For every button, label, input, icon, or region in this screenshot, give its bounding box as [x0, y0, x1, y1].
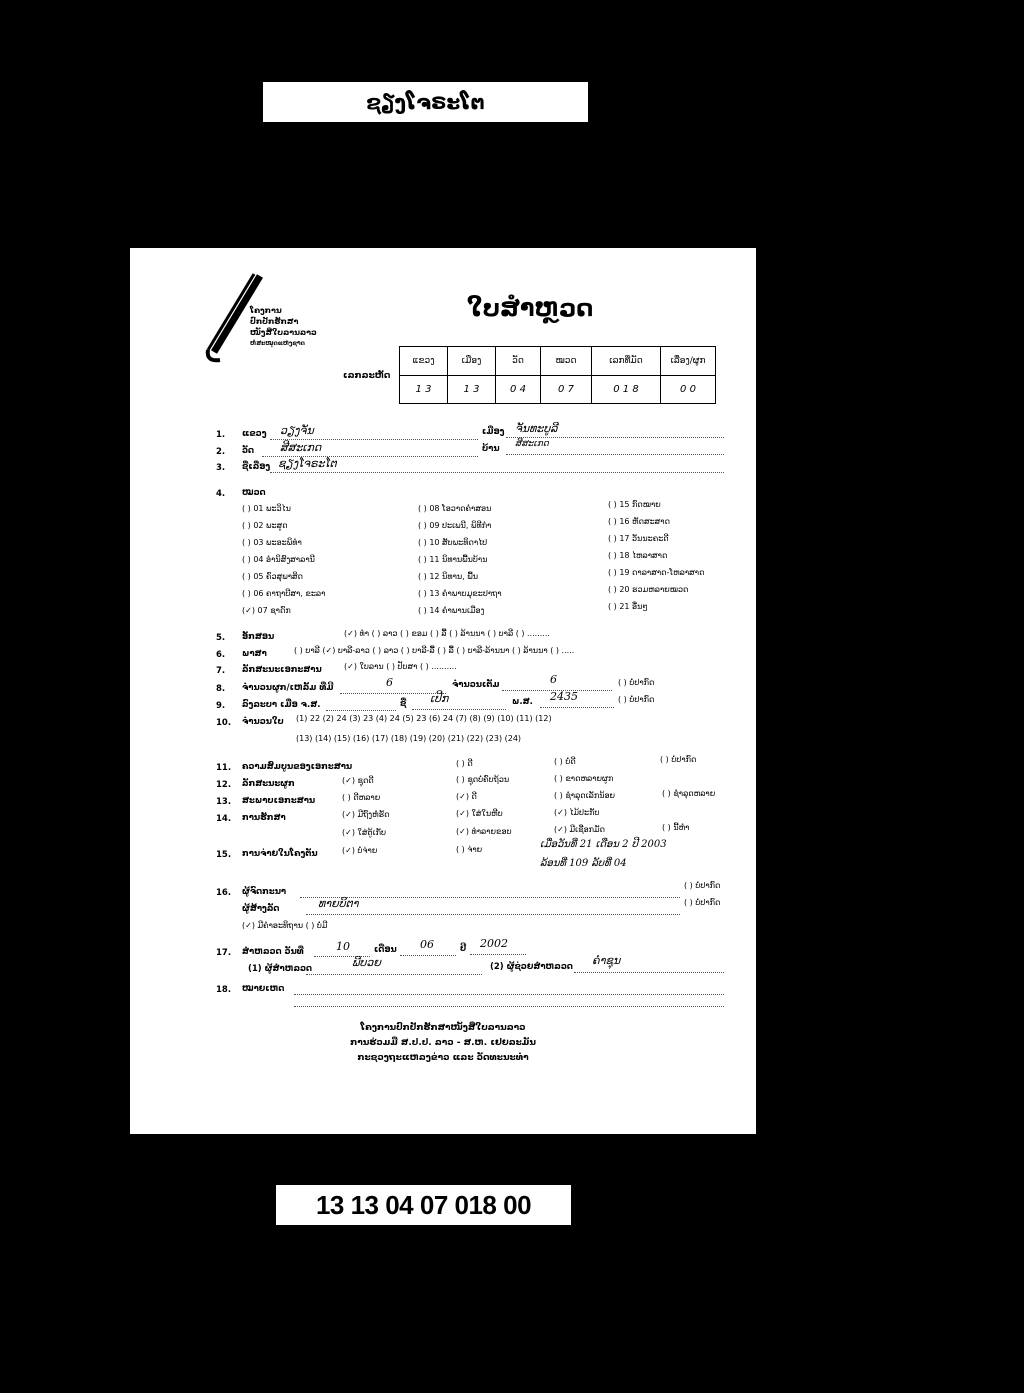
- category-option[interactable]: ( ) 04 ອຳນິສົງສາລານີ: [242, 555, 315, 564]
- script-label: ອັກສອນ: [242, 632, 275, 642]
- ref-header: ເລື່ອງ/ຜູກ: [661, 347, 716, 376]
- category-option[interactable]: (✓) 07 ຊາດົກ: [242, 606, 291, 615]
- category-option[interactable]: ( ) 20 ຮວມຫລາຍໝວດ: [608, 585, 689, 594]
- field-number: 18.: [216, 985, 232, 995]
- unknown-option[interactable]: ( ) ບໍ່ປາກົດ: [684, 881, 721, 890]
- assistant-value: ຄຳຊຸນ: [592, 954, 621, 967]
- district-label: ເມືອງ: [482, 427, 505, 437]
- leaf-count-label: ຈຳນວນໃບ: [242, 717, 284, 727]
- ref-header: ໝວດ: [541, 347, 592, 376]
- title-value: ຊຽງໂຈຣະໂຕ: [278, 457, 337, 470]
- field-number: 15.: [216, 850, 232, 860]
- category-option[interactable]: ( ) 12 ນິທານ, ພື້ນ: [418, 572, 478, 581]
- title-label: ຊື່ເລື່ອງ: [242, 462, 271, 472]
- category-option[interactable]: ( ) 16 ຫັດສະສາດ: [608, 517, 670, 526]
- surveyor-value: ພີບວຍ: [352, 956, 381, 969]
- category-option[interactable]: ( ) 06 ຄາຖາບີສາ, ຂະລາ: [242, 589, 326, 598]
- ref-header: ເມືອງ: [448, 347, 496, 376]
- option[interactable]: ( ) ຈ່າຍ: [456, 845, 483, 854]
- be-year-label: ພ.ສ.: [512, 697, 533, 707]
- category-option[interactable]: ( ) 15 ກົດໝາຍ: [608, 500, 661, 509]
- funding-label: ການຈ່າຍໃນໂຄງຕັນ: [242, 849, 318, 859]
- header-label: ຊຽງໂຈຣະໂຕ: [263, 82, 588, 122]
- category-option[interactable]: ( ) 14 ຄຳພານເມືອງ: [418, 606, 485, 615]
- temple-value: ສີສະເກດ: [280, 441, 322, 454]
- cycle-name-value: ເປີກ: [430, 692, 449, 705]
- category-option[interactable]: ( ) 21 ອື່ນໆ: [608, 602, 648, 611]
- field-number: 5.: [216, 633, 226, 643]
- field-number: 2.: [216, 447, 226, 457]
- be-year-value: 2435: [550, 690, 578, 703]
- assistant-label: (2) ຜູ້ຊ່ວຍສຳຫລວດ: [490, 962, 573, 972]
- survey-month: 06: [420, 938, 434, 951]
- option[interactable]: ( ) ຊຸດບໍ່ຄົບຖ້ວນ: [456, 775, 510, 784]
- field-number: 14.: [216, 814, 232, 824]
- footer-line: ໂຄງການປົກປັກຮັກສາໜັງສືໃບລານລາວ: [360, 1023, 526, 1033]
- field-number: 16.: [216, 888, 232, 898]
- district-value: ຈັນທະບູລີ: [515, 422, 558, 435]
- prayer-option[interactable]: (✓) ມີຄຳອະທິຖານ ( ) ບໍ່ມີ: [242, 921, 328, 930]
- option[interactable]: (✓) ມີເຊືອກມັດ: [554, 825, 605, 834]
- option[interactable]: ( ) ຊຳລຸດເລັກນ້ອຍ: [554, 791, 616, 800]
- year-label: ປີ: [460, 944, 467, 954]
- option[interactable]: (✓) ໃສ່ຕູ້ເກັບ: [342, 828, 386, 837]
- field-number: 12.: [216, 780, 232, 790]
- full-count-value: 6: [550, 673, 557, 686]
- sponsor-label: ຜູ້ສ້າງລັດ: [242, 904, 280, 914]
- unknown-option[interactable]: ( ) ບໍ່ປາກົດ: [618, 695, 655, 704]
- category-option[interactable]: ( ) 17 ວັນນະຄະດີ: [608, 534, 669, 543]
- reference-code-table: [399, 346, 716, 404]
- preservation-label: ການຮັກສາ: [242, 813, 286, 823]
- option[interactable]: (✓) ມີຖົງຫໍ່ຮັດ: [342, 810, 390, 819]
- field-number: 11.: [216, 763, 232, 773]
- village-value: ສີສະເກດ: [515, 439, 549, 449]
- village-label: ບ້ານ: [482, 444, 500, 454]
- temple-label: ວັດ: [242, 446, 255, 456]
- option[interactable]: (✓) ທຳລາຍຂອບ: [456, 827, 512, 836]
- ref-value: 0 0: [661, 376, 716, 404]
- field-number: 4.: [216, 489, 226, 499]
- leaf-count-line1: (1) 22 (2) 24 (3) 23 (4) 24 (5) 23 (6) 24 (7) (8) (9) (10) (11) (12): [296, 714, 552, 723]
- category-option[interactable]: ( ) 10 ສັບພະທິດາໄປ: [418, 538, 488, 547]
- leaf-count-line2: (13) (14) (15) (16) (17) (18) (19) (20) (21) (22) (23) (24): [296, 734, 522, 743]
- field-number: 3.: [216, 463, 226, 473]
- cycle-name-label: ຊື່: [400, 699, 407, 709]
- condition-label: ສະພາບເອກະສານ: [242, 796, 316, 806]
- ref-value: 0 1 8: [592, 376, 661, 404]
- category-option[interactable]: ( ) 05 ຄົວສຸພາສິດ: [242, 572, 304, 581]
- month-label: ເດືອນ: [374, 945, 397, 955]
- field-number: 10.: [216, 718, 232, 728]
- survey-year: 2002: [480, 937, 508, 950]
- category-label: ໝວດ: [242, 488, 266, 498]
- unknown-option[interactable]: ( ) ບໍ່ປາກົດ: [684, 898, 721, 907]
- unknown-option[interactable]: ( ) ບໍ່ປາກົດ: [618, 678, 655, 687]
- category-option[interactable]: ( ) 11 ນິທານພື້ນບ້ານ: [418, 555, 488, 564]
- ref-value: 0 7: [541, 376, 592, 404]
- date-label: ລົງລະບາ ເມື່ອ ຈ.ສ.: [242, 700, 321, 710]
- doc-type-label: ລັກສະນະເອກະສານ: [242, 665, 322, 675]
- option[interactable]: ( ) ຊຳລຸດຫລາຍ: [662, 789, 716, 798]
- ref-value: 1 3: [400, 376, 448, 404]
- script-options[interactable]: (✓) ທຳ ( ) ລາວ ( ) ຂອມ ( ) ລື້ ( ) ລ້ານນາ ( ) ບາລີ ( ) .........: [344, 629, 550, 638]
- option[interactable]: (✓) ບໍ່ຈ່າຍ: [342, 846, 378, 855]
- ref-header: ວັດ: [496, 347, 541, 376]
- footer-line: ກະຊວງຖະແຫລງຂ່າວ ແລະ ວັດທະນະທຳ: [357, 1053, 529, 1063]
- category-option[interactable]: ( ) 01 ພະວິໄນ: [242, 504, 291, 513]
- option[interactable]: (✓) ໄມ້ປະກັບ: [554, 808, 600, 817]
- full-count-label: ຈຳນວນເຕັມ: [452, 680, 500, 690]
- field-number: 17.: [216, 948, 232, 958]
- ref-value: 0 4: [496, 376, 541, 404]
- language-options[interactable]: ( ) ບາລີ (✓) ບາລີ-ລາວ ( ) ລາວ ( ) ບາລີ-ລື້ ( ) ລື້ ( ) ບາລີ-ລ້ານນາ ( ) ລ້ານນາ ( ) .....: [294, 646, 575, 655]
- survey-day: 10: [336, 940, 350, 953]
- language-label: ພາສາ: [242, 649, 267, 659]
- bundle-type-label: ລັກສະນະຜູກ: [242, 779, 295, 789]
- province-value: ວຽງຈັນ: [280, 424, 314, 437]
- option[interactable]: ( ) ດີຫລາຍ: [342, 793, 381, 802]
- option[interactable]: ( ) ຂາດຫລາຍຜູກ: [554, 774, 614, 783]
- ref-header: ເລກທີ່ມັດ: [592, 347, 661, 376]
- form-title: ໃບສຳຫຼວດ: [467, 294, 594, 322]
- bundle-count-value: 6: [386, 676, 393, 689]
- ref-value: 1 3: [448, 376, 496, 404]
- category-option[interactable]: ( ) 13 ຄຳພາບມຸຂະປາຖາ: [418, 589, 502, 598]
- reference-code-label: ເລກລະຫັດ: [343, 371, 391, 381]
- category-option[interactable]: ( ) 08 ໂອວາດຄຳສອນ: [418, 504, 492, 513]
- sponsor-value: ທາຍບິຕາ: [318, 897, 359, 910]
- option[interactable]: ( ) ນີ້ຫໍາ: [662, 823, 690, 832]
- field-number: 9.: [216, 701, 226, 711]
- ref-header: ແຂວງ: [400, 347, 448, 376]
- doc-type-options[interactable]: (✓) ໃບລານ ( ) ປັບສາ ( ) ..........: [344, 662, 457, 671]
- field-number: 13.: [216, 797, 232, 807]
- province-label: ແຂວງ: [242, 429, 267, 439]
- category-option[interactable]: ( ) 18 ໄຫລາສາດ: [608, 551, 668, 560]
- survey-form-sheet: [130, 248, 756, 1134]
- archive-code-label: 13 13 04 07 018 00: [276, 1185, 571, 1225]
- field-number: 1.: [216, 430, 226, 440]
- funding-ref: ລ້ອນທີ່ 109 ລັບທີ່ 04: [540, 858, 627, 869]
- scribe-label: ຜູ້ຈົດກະນາ: [242, 887, 287, 897]
- completeness-label: ຄວາມສົມບູນຂອງເອກະສານ: [242, 762, 353, 772]
- option[interactable]: ( ) ບໍ່ດີ: [554, 757, 576, 766]
- field-number: 8.: [216, 684, 226, 694]
- option[interactable]: (✓) ຊຸດດີ: [342, 776, 374, 785]
- category-option[interactable]: ( ) 19 ດາລາສາດ-ໂຫລາສາດ: [608, 568, 705, 577]
- footer-line: ການຮ່ວມມື ສ.ປ.ປ. ລາວ - ສ.ຫ. ເຢຍລະມັນ: [350, 1038, 536, 1048]
- funding-date: ເມື່ອວັນທີ່ 21 ເດືອນ 2 ປີ 2003: [540, 839, 667, 850]
- field-number: 6.: [216, 650, 226, 660]
- notes-label: ໝາຍເຫດ: [242, 984, 285, 994]
- field-number: 7.: [216, 666, 226, 676]
- option[interactable]: ( ) ດີ: [456, 759, 473, 768]
- category-option[interactable]: ( ) 02 ພະສູດ: [242, 521, 288, 530]
- category-option[interactable]: ( ) 09 ປະເພນີ, ພິທີກຳ: [418, 521, 492, 530]
- category-option[interactable]: ( ) 03 ພະອະພິທຳ: [242, 538, 302, 547]
- option[interactable]: (✓) ດີ: [456, 792, 477, 801]
- option[interactable]: ( ) ບໍ່ປາກົດ: [660, 755, 697, 764]
- logo-text: ໂຄງການ ປົກປັກຮັກສາ ໜັງສືໃບລານລາວ ຫໍສະໝຸດແຫ່ງຊາດ: [250, 306, 317, 347]
- survey-date-label: ສຳຫລວດ ວັນທີ່: [242, 947, 304, 957]
- surveyor-label: (1) ຜູ້ສຳຫລວດ: [248, 964, 313, 974]
- option[interactable]: (✓) ໃສ່ໃນຫີບ: [456, 809, 503, 818]
- bundle-count-label: ຈຳນວນຜູກ/ເຫລັ້ມ ທີ່ມີ: [242, 683, 334, 693]
